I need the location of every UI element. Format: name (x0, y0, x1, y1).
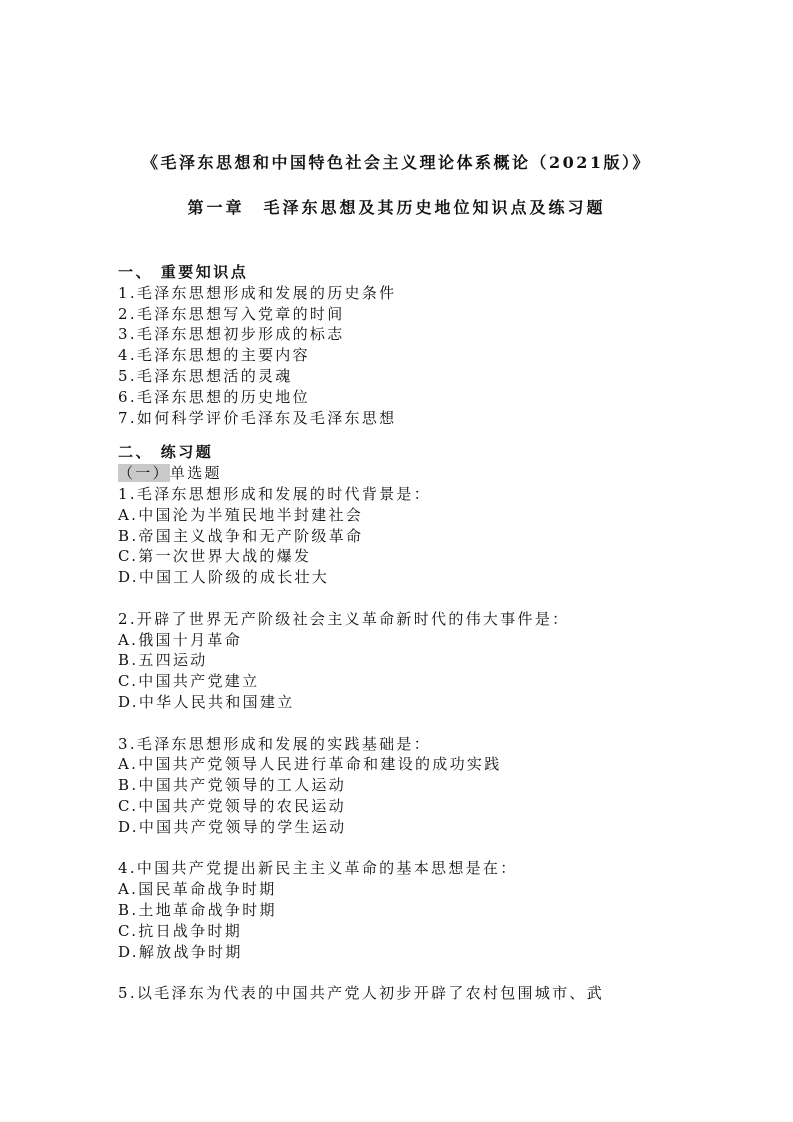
option: C.抗日战争时期 (118, 921, 243, 940)
list-item: 1.毛泽东思想形成和发展的历史条件 (118, 283, 397, 302)
question-text: 4.中国共产党提出新民主主义革命的基本思想是在： (118, 859, 518, 878)
question-text: 1.毛泽东思想形成和发展的时代背景是： (118, 484, 432, 503)
option: D.中华人民共和国建立 (118, 692, 295, 711)
option: C.第一次世界大战的爆发 (118, 547, 312, 566)
question-text: 5.以毛泽东为代表的中国共产党人初步开辟了农村包围城市、武 (118, 984, 605, 1003)
list-item: 2.毛泽东思想写入党章的时间 (118, 304, 345, 323)
document-body (118, 262, 738, 1004)
list-item: 3.毛泽东思想初步形成的标志 (118, 325, 345, 344)
subsection-heading (118, 463, 738, 484)
option: B.土地革命战争时期 (118, 900, 277, 919)
question-text: 2.开辟了世界无产阶级社会主义革命新时代的伟大事件是： (118, 609, 570, 628)
option: B.五四运动 (118, 651, 208, 670)
option: B.中国共产党领导的工人运动 (118, 776, 346, 795)
option: D.中国工人阶级的成长壮大 (118, 568, 330, 587)
chapter-title: 第一章 毛泽东思想及其历史地位知识点及练习题 (187, 198, 606, 217)
highlighted-mark: （一） (118, 464, 170, 483)
option: B.帝国主义战争和无产阶级革命 (118, 526, 364, 545)
list-item: 4.毛泽东思想的主要内容 (118, 346, 310, 365)
option: D.解放战争时期 (118, 942, 243, 961)
option: A.俄国十月革命 (118, 630, 243, 649)
option: A.中国沦为半殖民地半封建社会 (118, 505, 364, 524)
option: A.中国共产党领导人民进行革命和建设的成功实践 (118, 755, 502, 774)
option: A.国民革命战争时期 (118, 880, 277, 899)
question-text: 3.毛泽东思想形成和发展的实践基础是： (118, 734, 432, 753)
option: C.中国共产党领导的农民运动 (118, 796, 346, 815)
list-item: 5.毛泽东思想活的灵魂 (118, 366, 293, 385)
option: D.中国共产党领导的学生运动 (118, 817, 347, 836)
subsection-label: 单选题 (169, 464, 222, 483)
option: C.中国共产党建立 (118, 672, 260, 691)
document-title: 《毛泽东思想和中国特色社会主义理论体系概论（2021版）》 (141, 153, 652, 172)
section-heading-key-points: 一、 重要知识点 (118, 263, 249, 281)
section-heading-exercises: 二、 练习题 (118, 443, 214, 462)
list-item: 6.毛泽东思想的历史地位 (118, 387, 310, 406)
list-item: 7.如何科学评价毛泽东及毛泽东思想 (118, 408, 397, 427)
